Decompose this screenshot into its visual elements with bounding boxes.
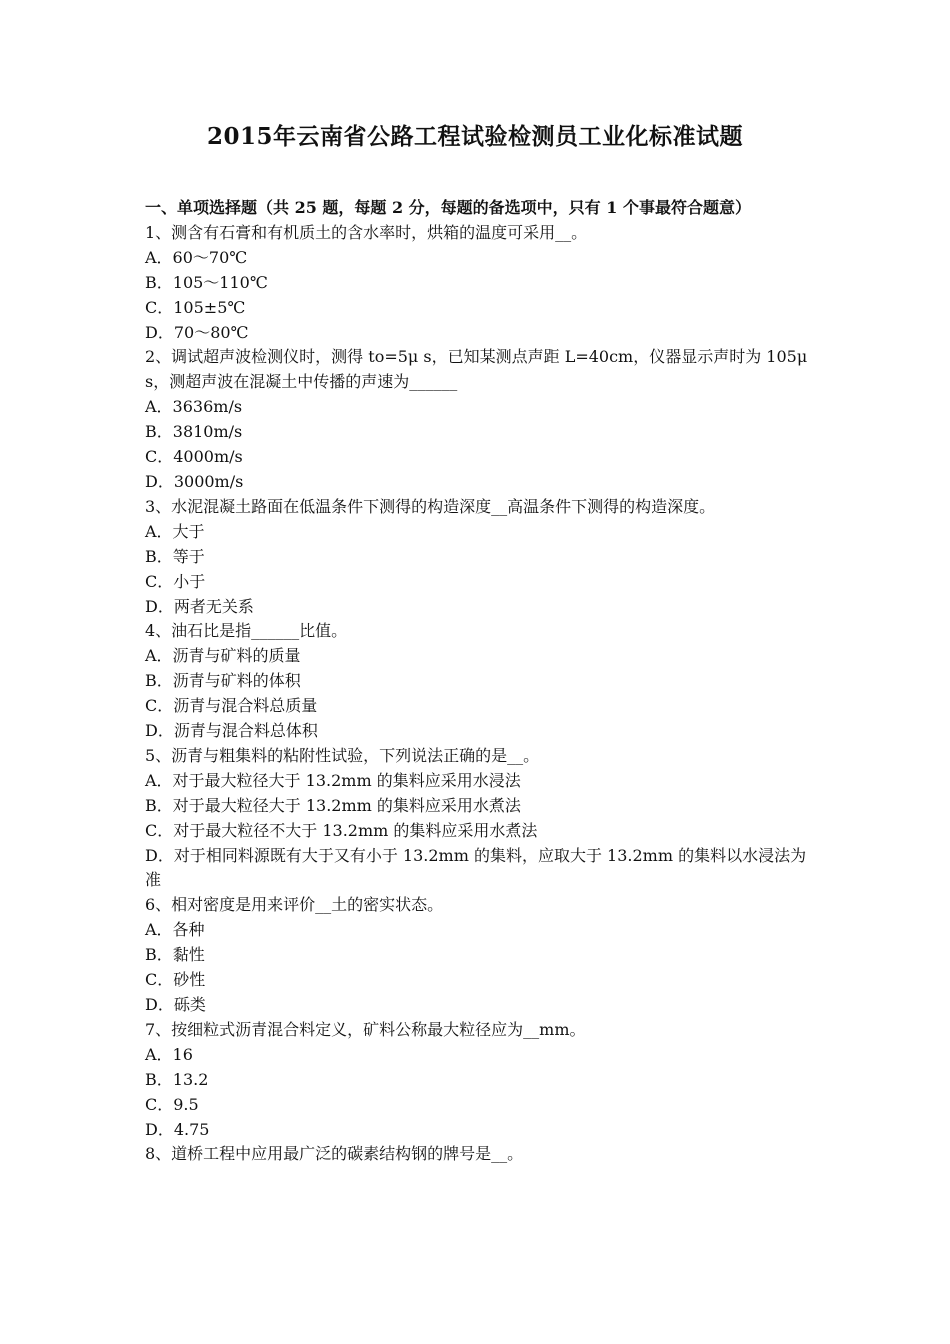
q1-option-c: C．105±5℃ — [145, 297, 246, 317]
q4-option-b: B．沥青与矿料的体积 — [145, 671, 301, 691]
question-6: 6、相对密度是用来评价__土的密实状态。 — [145, 895, 444, 915]
q5-option-d: D．对于相同料源既有大于又有小于 13.2mm 的集料，应取大于 13.2mm 的集料以水浸法为准 — [145, 845, 807, 890]
q5-option-b: B．对于最大粒径大于 13.2mm 的集料应采用水煮法 — [145, 795, 521, 815]
question-5: 5、沥青与粗集料的粘附性试验，下列说法正确的是__。 — [145, 745, 540, 765]
q6-option-c: C．砂性 — [145, 970, 206, 990]
q2-option-b: B．3810m/s — [145, 422, 243, 442]
page-title: 2015年云南省公路工程试验检测员工业化标准试题 — [206, 123, 743, 150]
q4-option-a: A．沥青与矿料的质量 — [145, 646, 301, 666]
question-1: 1、测含有石膏和有机质土的含水率时，烘箱的温度可采用__。 — [145, 222, 588, 242]
question-2: 2、调试超声波检测仪时，测得 to=5μ s，已知某测点声距 L=40cm，仪器显示声时为 105μ s，测超声波在混凝土中传播的声速为______ — [145, 347, 808, 392]
q3-option-c: C．小于 — [145, 571, 206, 591]
q7-option-a: A．16 — [145, 1044, 193, 1064]
q2-option-d: D．3000m/s — [145, 471, 244, 491]
q2-option-c: C．4000m/s — [145, 447, 243, 467]
q3-option-b: B．等于 — [145, 546, 205, 566]
q4-option-c: C．沥青与混合料总质量 — [145, 696, 318, 716]
section-heading: 一、单项选择题（共 25 题，每题 2 分，每题的备选项中，只有 1 个事最符合题意） — [145, 198, 751, 217]
q1-option-d: D．70～80℃ — [145, 322, 249, 342]
q7-option-c: C．9.5 — [145, 1094, 199, 1114]
q7-option-b: B．13.2 — [145, 1069, 209, 1089]
q6-option-a: A．各种 — [145, 920, 205, 940]
q1-option-a: A．60～70℃ — [145, 247, 248, 267]
q4-option-d: D．沥青与混合料总体积 — [145, 721, 318, 741]
q6-option-d: D．砾类 — [145, 995, 206, 1014]
q3-option-d: D．两者无关系 — [145, 596, 254, 616]
q6-option-b: B．黏性 — [145, 945, 205, 965]
q1-option-b: B．105～110℃ — [145, 272, 268, 292]
q2-option-a: A．3636m/s — [145, 397, 243, 417]
question-3: 3、水泥混凝土路面在低温条件下测得的构造深度__高温条件下测得的构造深度。 — [145, 496, 716, 516]
document-body — [145, 196, 810, 1167]
q3-option-a: A．大于 — [145, 521, 205, 541]
question-8: 8、道桥工程中应用最广泛的碳素结构钢的牌号是__。 — [145, 1144, 524, 1164]
q5-option-a: A．对于最大粒径大于 13.2mm 的集料应采用水浸法 — [145, 770, 521, 790]
question-7: 7、按细粒式沥青混合料定义，矿料公称最大粒径应为__mm。 — [145, 1019, 586, 1039]
question-4: 4、油石比是指______比值。 — [145, 621, 348, 641]
q5-option-c: C．对于最大粒径不大于 13.2mm 的集料应采用水煮法 — [145, 820, 538, 840]
q7-option-d: D．4.75 — [145, 1119, 210, 1139]
